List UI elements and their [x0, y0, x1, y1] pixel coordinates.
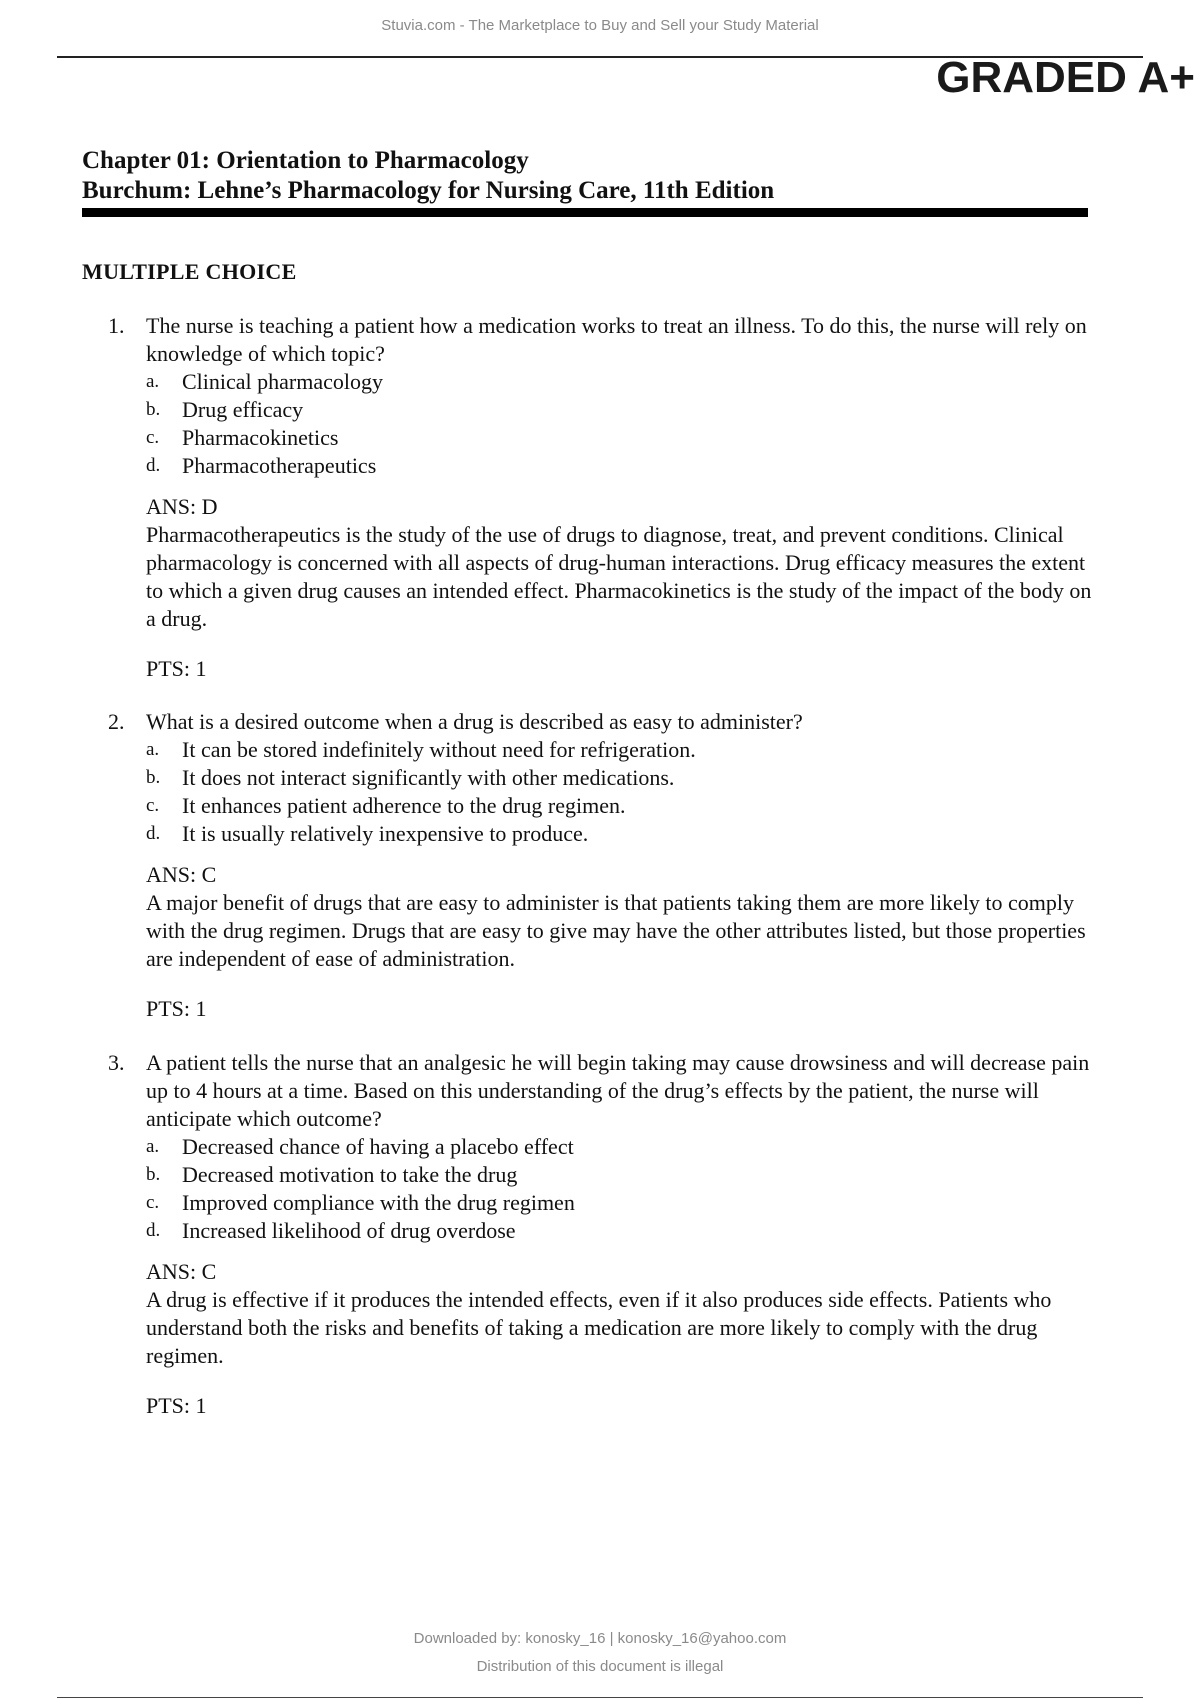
choice-text: Clinical pharmacology [182, 369, 383, 394]
rationale-text: Pharmacotherapeutics is the study of the use of drugs to diagnose, treat, and prevent conditions. Clinical pharmacology is concerned with all aspects of drug-human interactions. Drug efficacy measures the extent to which a given drug causes an intended effect. Pharmacokinetics is the study of the impact of the body on a drug. [146, 522, 1092, 631]
chapter-heading [82, 146, 1087, 206]
choice-list [146, 368, 1098, 480]
question-number: 1. [108, 313, 125, 338]
choice-list [146, 736, 1098, 848]
question-stem: The nurse is teaching a patient how a medication works to treat an illness. To do this, the nurse will rely on knowledge of which topic? [146, 313, 1087, 366]
rationale-text: A major benefit of drugs that are easy to administer is that patients taking them are more likely to comply with the drug regimen. Drugs that are easy to give may have the other attributes listed, but those properties are independent of ease of administration. [146, 890, 1086, 971]
choice-text: Pharmacokinetics [182, 425, 339, 450]
answer-key: ANS: D [146, 494, 218, 519]
download-notice: Downloaded by: konosky_16 | konosky_16@yahoo.com [413, 1630, 787, 1647]
choice-list [146, 1133, 1098, 1245]
choice-b [146, 1161, 1098, 1189]
question-stem: What is a desired outcome when a drug is described as easy to administer? [146, 709, 803, 734]
book-title: Burchum: Lehne’s Pharmacology for Nursing Care, 11th Edition [82, 177, 775, 204]
choice-letter: c. [146, 427, 160, 448]
choice-b [146, 396, 1098, 424]
chapter-title: Chapter 01: Orientation to Pharmacology [82, 147, 529, 174]
heading-rule [82, 208, 1088, 217]
choice-letter: a. [146, 739, 160, 760]
question-number: 2. [108, 709, 125, 734]
site-header: Stuvia.com - The Marketplace to Buy and Sell your Study Material [381, 17, 819, 34]
choice-text: It is usually relatively inexpensive to produce. [182, 821, 589, 846]
choice-a [146, 368, 1098, 396]
choice-text: Increased likelihood of drug overdose [182, 1218, 516, 1243]
choice-c [146, 424, 1098, 452]
choice-letter: b. [146, 1164, 161, 1185]
choice-d [146, 820, 1098, 848]
choice-text: Decreased chance of having a placebo effect [182, 1134, 574, 1159]
choice-letter: a. [146, 371, 160, 392]
question-3 [108, 1049, 1098, 1420]
choice-letter: c. [146, 1192, 160, 1213]
choice-text: It can be stored indefinitely without need for refrigeration. [182, 737, 696, 762]
distribution-notice: Distribution of this document is illegal [476, 1658, 724, 1675]
choice-text: It does not interact significantly with other medications. [182, 765, 675, 790]
section-heading: MULTIPLE CHOICE [82, 259, 297, 284]
question-2 [108, 708, 1098, 1023]
choice-text: Improved compliance with the drug regimen [182, 1190, 575, 1215]
bottom-divider [57, 1697, 1143, 1698]
answer-key: ANS: C [146, 1259, 217, 1284]
choice-a [146, 1133, 1098, 1161]
choice-letter: d. [146, 455, 161, 476]
choice-letter: d. [146, 823, 161, 844]
choice-a [146, 736, 1098, 764]
choice-text: It enhances patient adherence to the drug regimen. [182, 793, 626, 818]
points-value: PTS: 1 [146, 1393, 207, 1418]
choice-text: Decreased motivation to take the drug [182, 1162, 518, 1187]
choice-c [146, 1189, 1098, 1217]
choice-text: Pharmacotherapeutics [182, 453, 377, 478]
question-1 [108, 312, 1098, 683]
question-number: 3. [108, 1050, 125, 1075]
choice-b [146, 764, 1098, 792]
choice-d [146, 1217, 1098, 1245]
choice-letter: b. [146, 767, 161, 788]
choice-letter: b. [146, 399, 161, 420]
grade-stamp: GRADED A+ [936, 53, 1195, 102]
answer-key: ANS: C [146, 862, 217, 887]
points-value: PTS: 1 [146, 656, 207, 681]
choice-d [146, 452, 1098, 480]
choice-letter: a. [146, 1136, 160, 1157]
choice-text: Drug efficacy [182, 397, 304, 422]
choice-c [146, 792, 1098, 820]
rationale-text: A drug is effective if it produces the intended effects, even if it also produces side effects. Patients who understand both the risks and benefits of taking a medication are more likely to comply with the drug regimen. [146, 1287, 1052, 1368]
choice-letter: d. [146, 1220, 161, 1241]
points-value: PTS: 1 [146, 996, 207, 1021]
choice-letter: c. [146, 795, 160, 816]
question-stem: A patient tells the nurse that an analgesic he will begin taking may cause drowsiness and will decrease pain up to 4 hours at a time. Based on this understanding of the drug’s effects by the patient, the nurse will anticipate which outcome? [146, 1050, 1090, 1131]
